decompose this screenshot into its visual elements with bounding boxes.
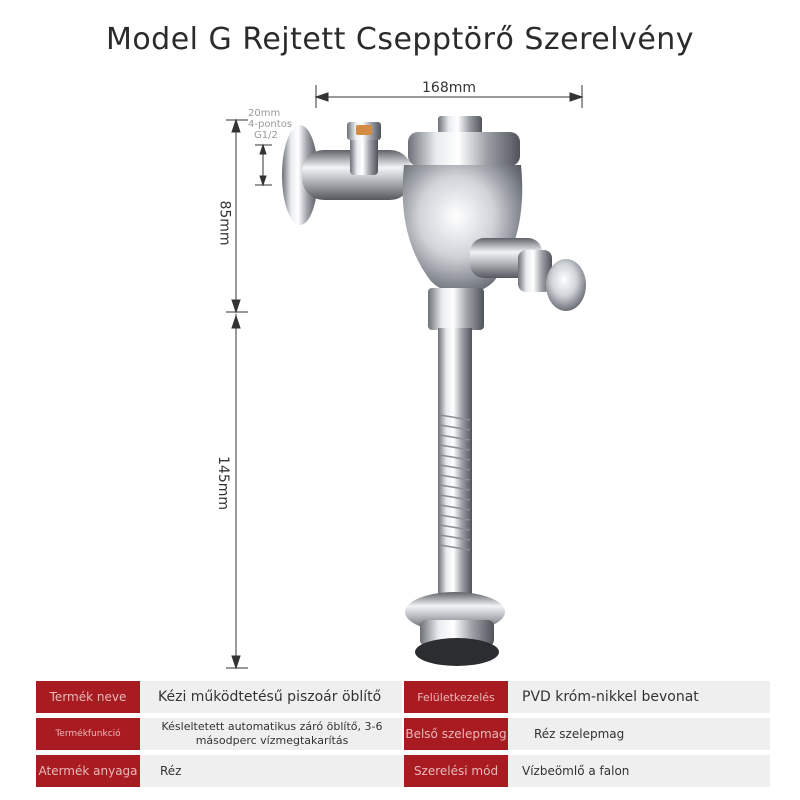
spec-label: Atermék anyaga [36,755,140,787]
spec-value: Réz [140,755,404,787]
lower-height-label: 145mm [215,456,231,510]
spec-label: Belső szelepmag [404,718,508,750]
bottom-seal [415,638,499,666]
upper-height-label: 85mm [216,200,233,246]
width-dimension-label: 168mm [422,80,476,96]
spec-value: Kézi működtetésű piszoár öblítő [140,681,402,713]
thread-dimension-line [255,145,272,185]
outlet-nut [428,288,484,330]
thread-note-line: 4-pontos [248,119,293,130]
spec-row [36,755,770,787]
spec-value: Késleltetett automatikus záró öblítő, 3-6 másodperc vízmegtakarítás [140,718,402,750]
spec-row [36,681,770,713]
spec-label: Szerelési mód [404,755,508,787]
valve-collar [408,132,520,166]
thread-note-line: G1/2 [254,130,278,141]
spec-label: Termék neve [36,681,140,713]
spec-value: Vízbeömlő a falon [508,755,770,787]
angle-valve-stem [350,135,378,175]
spec-row [36,718,770,750]
spec-label: Termékfunkció [36,718,140,750]
thread-note [248,108,292,141]
spec-value: PVD króm-nikkel bevonat [508,681,770,713]
thread-note-line: 20mm [248,108,281,119]
push-button [546,259,586,311]
spec-value: Réz szelepmag [508,718,770,750]
outlet-pipe [438,328,472,600]
page-title: Model G Rejtett Csepptörő Szerelvény [105,22,695,57]
spec-label: Felületkezelés [404,681,508,713]
valve-slot [356,125,372,135]
